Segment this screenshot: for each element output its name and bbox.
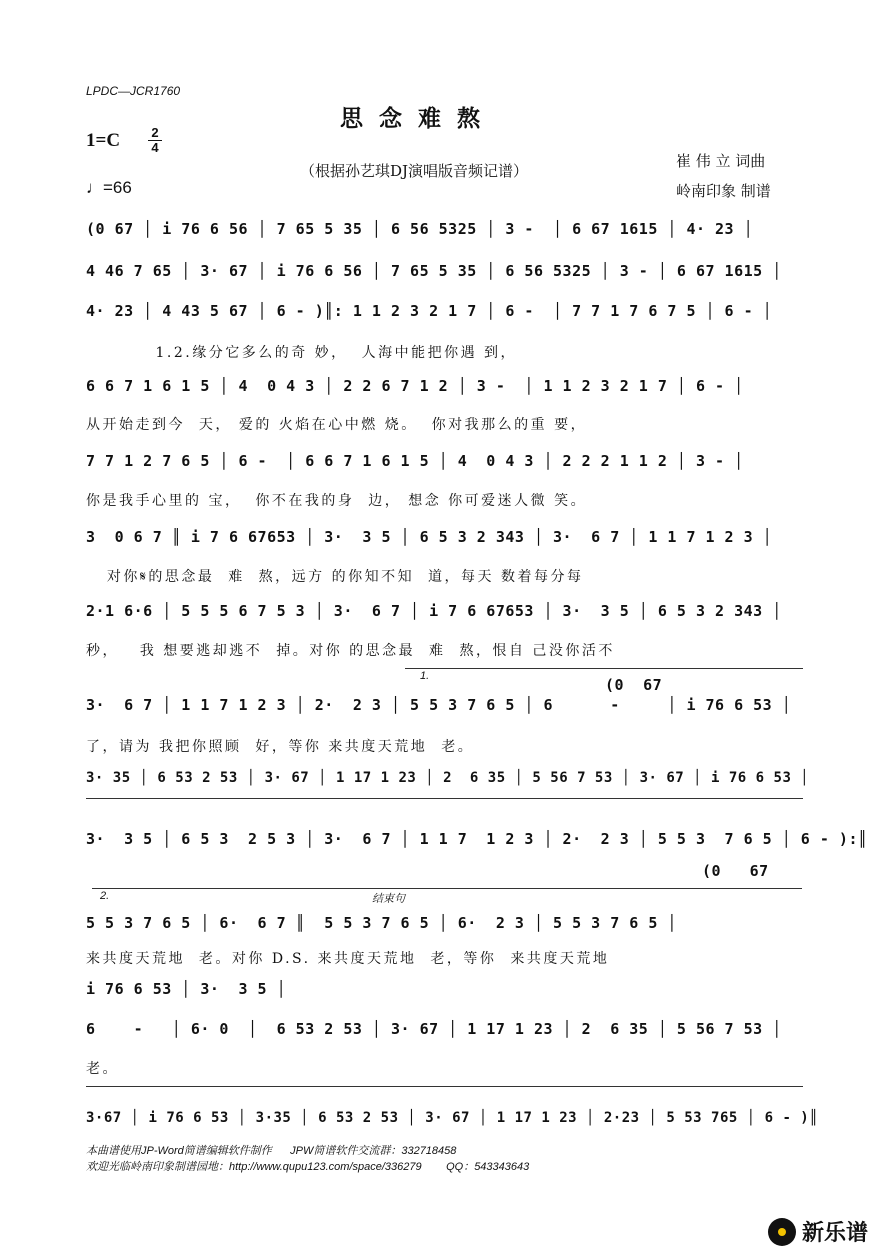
- music-row: 2·1 6·6 │ 5 5 5 6 7 5 3 │ 3· 6 7 │ i 7 6 67653 │ 3· 3 5 │ 6 5 3 2 343 │: [86, 602, 782, 620]
- music-row: 3·67 │ i 76 6 53 │ 3·35 │ 6 53 2 53 │ 3· 67 │ 1 17 1 23 │ 2·23 │ 5 53 765 │ 6 - )║: [86, 1110, 819, 1126]
- credit-lyrics: 崔 伟 立 词曲: [676, 152, 766, 170]
- volta-bracket-2: [92, 888, 802, 889]
- ending-2-label: 2.: [100, 890, 110, 902]
- system-line: [86, 1086, 803, 1087]
- time-signature: [148, 126, 162, 155]
- lyric-row: 来共度天荒地 老。对你 D.S. 来共度天荒地 老，等你 来共度天荒地: [86, 951, 610, 967]
- music-row: 3· 3 5 │ 6 5 3 2 5 3 │ 3· 6 7 │ 1 1 7 1 2 3 │ 2· 2 3 │ 5 5 3 7 6 5 │ 6 - ):║: [86, 830, 868, 848]
- song-title: 思念难熬: [340, 105, 496, 132]
- footer-line: 欢迎光临岭南印象制谱园地：http://www.qupu123.com/space/336279 QQ：543343643: [86, 1161, 530, 1173]
- music-row: 6 6 7 1 6 1 5 │ 4 0 4 3 │ 2 2 6 7 1 2 │ 3 - │ 1 1 2 3 2 1 7 │ 6 - │: [86, 377, 744, 395]
- pickup-notes: (0 67: [702, 862, 769, 880]
- pickup-notes: (0 67: [605, 676, 663, 694]
- subtitle: （根据孙艺琪DJ演唱版音频记谱）: [300, 162, 529, 180]
- lyric-row: 对你𝄋的思念最 难 熬，远方 的你知不知 道，每天 数着每分每: [86, 569, 584, 585]
- system-line: [86, 798, 803, 799]
- music-row: 4 46 7 65 │ 3· 67 │ i 76 6 56 │ 7 65 5 35 │ 6 56 5325 │ 3 - │ 6 67 1615 │: [86, 262, 782, 280]
- music-row: 3· 6 7 │ 1 1 7 1 2 3 │ 2· 2 3 │ 5 5 3 7 6 5 │ 6 - │ i 76 6 53 │: [86, 696, 792, 714]
- coda-label: 结束句: [372, 893, 405, 905]
- music-row: 7 7 1 2 7 6 5 │ 6 - │ 6 6 7 1 6 1 5 │ 4 0 4 3 │ 2 2 2 1 1 2 │ 3 - │: [86, 452, 744, 470]
- music-row: 3· 35 │ 6 53 2 53 │ 3· 67 │ 1 17 1 23 │ 2 6 35 │ 5 56 7 53 │ 3· 67 │ i 76 6 53 │: [86, 770, 810, 786]
- music-row: 3 0 6 7 ║ i 7 6 67653 │ 3· 3 5 │ 6 5 3 2 343 │ 3· 6 7 │ 1 1 7 1 2 3 │: [86, 528, 773, 546]
- ending-1-label: 1.: [420, 670, 430, 682]
- score-code: LPDC—JCR1760: [86, 84, 181, 98]
- lyric-row: 你是我手心里的 宝， 你不在我的身 边， 想念 你可爱迷人微 笑。: [86, 493, 588, 509]
- lyric-row: 1.2.缘分它多么的奇 妙， 人海中能把你遇 到，: [86, 345, 518, 361]
- music-row: 6 - │ 6· 0 │ 6 53 2 53 │ 3· 67 │ 1 17 1 23 │ 2 6 35 │ 5 56 7 53 │: [86, 1020, 782, 1038]
- record-icon: [768, 1218, 796, 1246]
- lyric-row: 从开始走到今 天， 爱的 火焰在心中燃 烧。 你对我那么的重 要，: [86, 417, 588, 433]
- tempo-mark: ♩=66: [86, 178, 132, 197]
- footer-line: 本曲谱使用JP-Word简谱编辑软件制作 JPW简谱软件交流群：332718458: [86, 1145, 457, 1157]
- lyric-row: 了，请为 我把你照顾 好，等你 来共度天荒地 老。: [86, 739, 475, 755]
- credit-score: 岭南印象 制谱: [676, 182, 771, 200]
- key-signature: 1=C: [86, 130, 121, 151]
- music-row: i 76 6 53 │ 3· 3 5 │: [86, 980, 287, 998]
- brand-name: 新乐谱: [802, 1221, 869, 1246]
- brand-logo: [768, 1216, 868, 1247]
- music-row: 5 5 3 7 6 5 │ 6· 6 7 ║ 5 5 3 7 6 5 │ 6· 2 3 │ 5 5 3 7 6 5 │: [86, 914, 677, 932]
- music-row: (0 67 │ i 76 6 56 │ 7 65 5 35 │ 6 56 5325 │ 3 - │ 6 67 1615 │ 4· 23 │: [86, 220, 754, 238]
- volta-bracket-1: [405, 668, 803, 669]
- lyric-row: 秒， 我 想要逃却逃不 掉。对你 的思念最 难 熬，恨自 己没你活不: [86, 643, 615, 659]
- time-top: 2: [151, 125, 159, 140]
- music-row: 4· 23 │ 4 43 5 67 │ 6 - )║: 1 1 2 3 2 1 7 │ 6 - │ 7 7 1 7 6 7 5 │ 6 - │: [86, 302, 773, 320]
- time-bottom: 4: [148, 140, 162, 155]
- lyric-row: 老。: [86, 1061, 119, 1077]
